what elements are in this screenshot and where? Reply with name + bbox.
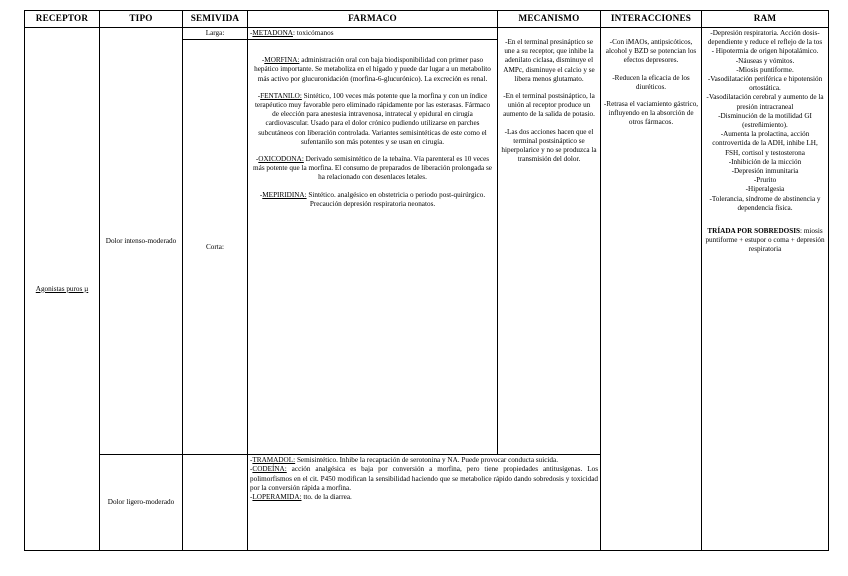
drug-entry: -MORFINA: administración oral con baja biodisponibilidad con primer paso hepático importante. Se metaboliza en el hígado y puede dar lugar a un metabolito más activo por glucuronidación (morfina-6-glucurónico). La excreción es renal. <box>254 56 491 83</box>
drug-desc: tto. de la diarrea. <box>301 493 352 502</box>
drug-desc: acción analgésica es baja por conversión a morfina, pero tiene propiedades antitusígenas. Los polimorfismos en el cit. P450 modifican la sensibilidad haciendo que se metabolice rápido dando sobredosis y toxicidad por la conversión rápida a morfina. <box>250 465 598 492</box>
header-receptor: RECEPTOR <box>25 11 100 28</box>
interaccion-item: -Con iMAOs, antipsicóticos, alcohol y BZD se potencian los efectos depresores. <box>605 38 697 65</box>
ram-item: -Disminución de la motilidad GI (estreñimiento). <box>718 111 812 130</box>
header-farmaco: FARMACO <box>248 11 498 28</box>
drug-entry: -FENTANILO: Sintético, 100 veces más potente que la morfina y con un índice terapéutico muy favorable pero eliminado rápidamente por las esterasas. Fármaco de elección para anestesia intravenosa, intratecal y epidural en cirugía cardiovascular. Usado para el dolor crónico pudiendo utilizarse en parches subcutáneos con liberación controlada. Variantes semisintéticas de este como el sufentanilo son más potentes y se usan en cirugía. <box>254 91 491 146</box>
row-larga <box>25 28 829 40</box>
farmaco-ligero-cell <box>248 455 601 551</box>
metadona-name: METADONA <box>252 29 293 37</box>
semivida-corta-cell <box>183 40 248 455</box>
drug-entry: -TRAMADOL: Semisintético. Inhibe la recaptación de serotonina y NA. Puede provocar conducta suicida. <box>250 456 558 465</box>
ram-item: -Náuseas y vómitos. <box>735 56 795 65</box>
drug-name: FENTANILO: <box>260 91 302 100</box>
drug-name: CODEÍNA: <box>252 465 287 474</box>
drug-name: TRAMADOL: <box>252 456 296 465</box>
ram-item: - Hipotermia de origen hipotalámico. <box>711 47 819 56</box>
metadona-desc: : toxicómanos <box>292 29 334 37</box>
tipo-ligero-label: Dolor ligero-moderado <box>107 498 175 507</box>
receptor-label: Agonistas puros µ <box>35 284 89 293</box>
ram-item: -Hiperalgesia <box>745 185 785 194</box>
drug-desc: Derivado semisintético de la tebaína. Vía parenteral es 10 veces más potente que la morfina. El consumo de preparados de liberación prolongada se ha relacionado con desenlaces letales. <box>253 155 492 182</box>
tipo-intenso-cell <box>100 28 183 455</box>
drug-desc: Sintético, 100 veces más potente que la morfina y con un índice terapéutico muy favorable pero eliminado rápidamente por las esterasas. Fármaco de elección para anestesia intravenosa, intratecal y epidural en cirugía cardiovascular. Usado para el dolor crónico pudiendo utilizarse en parches subcutáneos con liberación controlada. Variantes semisintéticas de este como el sufentanilo son más potentes y se usan en cirugía. <box>254 91 491 146</box>
header-interacciones: INTERACCIONES <box>601 11 702 28</box>
tipo-ligero-cell <box>100 455 183 551</box>
drug-name: OXICODONA: <box>258 155 304 164</box>
mecanismo-item: -Las dos acciones hacen que el terminal postsináptico se hiperpolarice y no se produzca la transmisión del dolor. <box>501 127 597 164</box>
header-row <box>25 11 829 28</box>
ram-item: -Tolerancia, síndrome de abstinencia y dependencia física. <box>709 194 821 212</box>
drug-entry: -MEPIRIDINA: Sintético. analgésico en obstetricia o periodo post-quirúrgico. Precaución depresión respiratoria neonatos. <box>259 190 486 208</box>
ram-item: -Vasodilatación cerebral y aumento de la presión intracraneal <box>706 93 824 111</box>
ram-item: -Depresión respiratoria. Acción dosis-dependiente y reduce el reflejo de la tos <box>707 29 823 47</box>
interaccion-item: -Reducen la eficacia de los diuréticos. <box>612 73 690 91</box>
drug-name: MORFINA: <box>264 56 300 65</box>
opioid-table <box>24 10 829 551</box>
mecanismo-cell <box>498 28 601 455</box>
interacciones-cell <box>601 28 702 551</box>
interaccion-item: -Retrasa el vaciamiento gástrico, influyendo en la absorción de otros fármacos. <box>603 100 699 127</box>
header-tipo: TIPO <box>100 11 183 28</box>
header-ram: RAM <box>702 11 829 28</box>
drug-entry: -LOPERAMIDA: tto. de la diarrea. <box>250 493 352 502</box>
triad-title: TRÍADA POR SOBREDOSIS <box>707 227 801 236</box>
ram-item: -Inhibición de la micción <box>728 157 802 166</box>
semivida-larga-cell <box>183 28 248 40</box>
drug-desc: Sintético. analgésico en obstetricia o periodo post-quirúrgico. Precaución depresión respiratoria neonatos. <box>306 190 486 208</box>
farmaco-intenso-cell <box>248 40 498 455</box>
mecanismo-item: -En el terminal postsináptico, la unión al receptor produce un aumento de la salida de potasio. <box>503 92 595 119</box>
ram-item: -Vasodilatación periférica e hipotensión ortostática. <box>707 75 823 93</box>
receptor-cell <box>25 28 100 551</box>
drug-entry: -OXICODONA: Derivado semisintético de la tebaína. Vía parenteral es 10 veces más potente que la morfina. El consumo de preparados de liberación prolongada se ha relacionado con desenlaces letales. <box>253 155 492 182</box>
tipo-intenso-label: Dolor intenso-moderado <box>105 236 177 245</box>
ram-item: -Miosis puntiforme. <box>736 65 794 74</box>
header-mecanismo: MECANISMO <box>498 11 601 28</box>
semivida-larga-label: Larga: <box>205 29 225 37</box>
semivida-ligero-cell <box>183 455 248 551</box>
ram-item: -Aumenta la prolactina, acción controvertida de la ADH, inhibe LH, FSH, cortisol y testosterona <box>712 130 818 157</box>
ram-item: -Prurito <box>753 176 777 185</box>
drug-desc: Semisintético. Inhibe la recaptación de serotonina y NA. Puede provocar conducta suicida. <box>295 456 558 465</box>
drug-name: LOPERAMIDA: <box>252 493 302 502</box>
metadona-cell: -METADONA: toxicómanos <box>248 28 498 40</box>
ram-item: -Depresión inmunitaria <box>731 167 799 176</box>
triad-block <box>704 227 826 255</box>
drug-name: MEPIRIDINA: <box>262 190 307 199</box>
ram-cell <box>702 28 829 551</box>
mecanismo-item: -En el terminal presináptico se une a su receptor, que inhibe la adenilato ciclasa, disminuye el AMPc, disminuye el calcio y se libera menos glutamato. <box>503 38 595 83</box>
drug-desc: administración oral con baja biodisponibilidad con primer paso hepático importante. Se metaboliza en el hígado y puede dar lugar a un metabolito más activo por glucuronidación (morfina-6-glucurónico). La excreción es renal. <box>254 56 491 83</box>
header-semivida: SEMIVIDA <box>183 11 248 28</box>
semivida-corta-label: Corta: <box>206 242 224 251</box>
triad-desc: : miosis puntiforme + estupor o coma + depresión respiratoria <box>705 227 825 254</box>
opioid-table-page <box>24 10 828 551</box>
drug-entry: -CODEÍNA: acción analgésica es baja por conversión a morfina, pero tiene propiedades antitusígenas. Los polimorfismos en el cit. P450 modifican la sensibilidad haciendo que se metabolice rápido dando sobredosis y toxicidad por la conversión rápida a morfina. <box>250 465 598 492</box>
